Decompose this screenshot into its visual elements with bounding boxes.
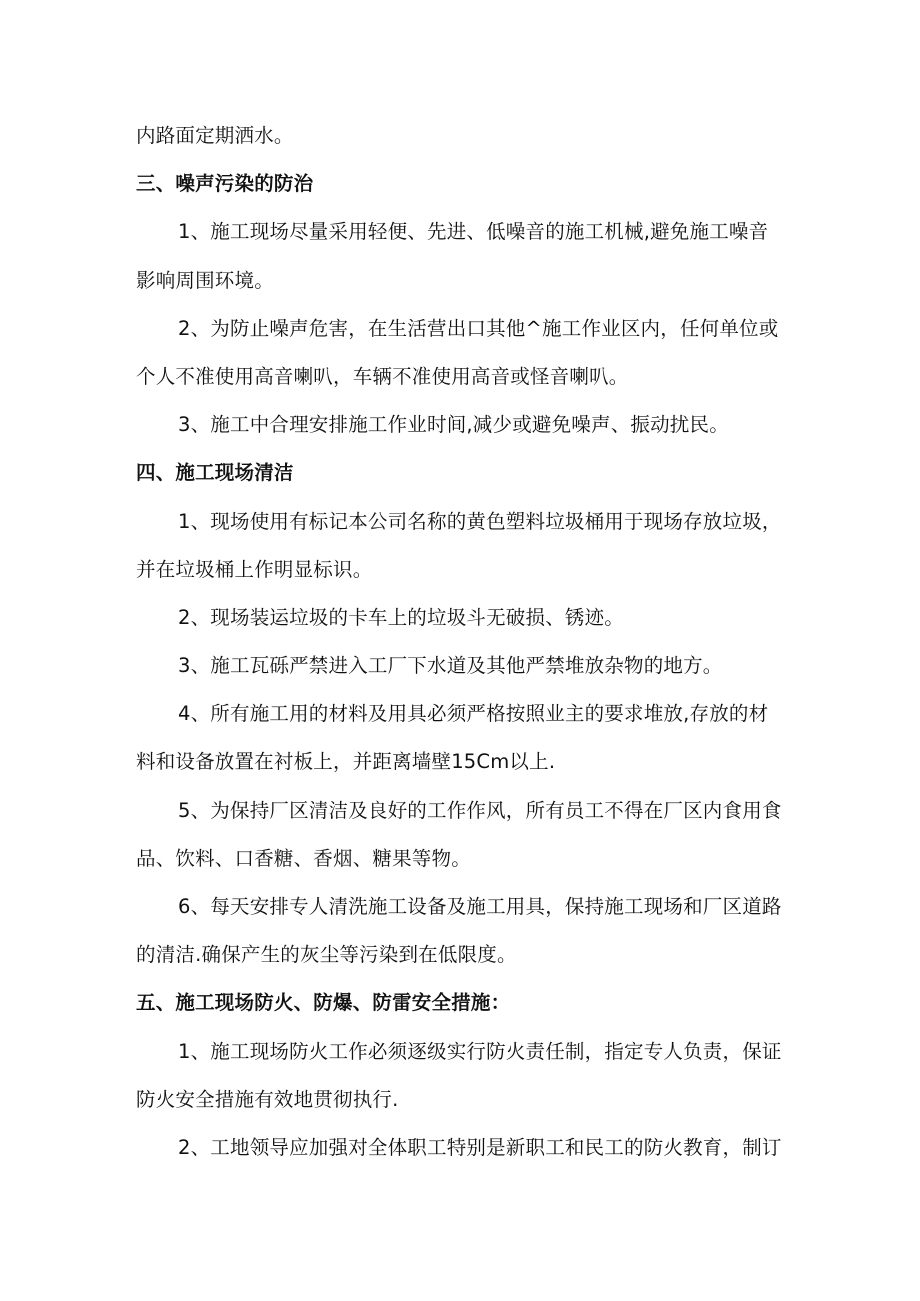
paragraph-line: 2、为防止噪声危害，在生活营出口其他^施工作业区内，任何单位或 xyxy=(178,316,779,340)
paragraph-line: 3、施工瓦砾严禁进入工厂下水道及其他严禁堆放杂物的地方。 xyxy=(178,654,723,678)
paragraph-line: 个人不准使用高音喇叭，车辆不准使用高音或怪音喇叭。 xyxy=(136,364,629,388)
paragraph-line: 2、现场装运垃圾的卡车上的垃圾斗无破损、锈迹。 xyxy=(178,605,625,629)
paragraph-line: 品、饮料、口香糖、香烟、糖果等物。 xyxy=(136,846,471,870)
paragraph-line: 6、每天安排专人清洗施工设备及施工用具，保持施工现场和厂区道路 xyxy=(178,895,782,918)
paragraph-line: 3、施工中合理安排施工作业时间,减少或避免噪声、振动扰民。 xyxy=(178,413,729,437)
paragraph-line: 的清洁.确保产生的灰尘等污染到在低限度。 xyxy=(136,943,517,967)
paragraph-line: 内路面定期洒水。 xyxy=(136,124,294,147)
paragraph-line: 1、现场使用有标记本公司名称的黄色塑料垃圾桶用于现场存放垃圾， xyxy=(178,509,782,533)
paragraph-line: 1、施工现场尽量采用轻便、先进、低噪音的施工机械,避免施工噪音 xyxy=(178,220,769,244)
paragraph-line: 5、为保持厂区清洁及良好的工作作风，所有员工不得在厂区内食用食 xyxy=(178,798,782,822)
paragraph-line: 1、施工现场防火工作必须逐级实行防火责任制，指定专人负责，保证 xyxy=(178,1039,782,1063)
paragraph-line: 2、工地领导应加强对全体职工特别是新职工和民工的防火教育，制订 xyxy=(178,1135,782,1159)
section-heading: 四、施工现场清洁 xyxy=(136,461,294,485)
section-heading: 五、施工现场防火、防爆、防雷安全措施： xyxy=(136,991,511,1015)
paragraph-line: 防火安全措施有效地贯彻执行. xyxy=(136,1087,399,1111)
paragraph-line: 并在垃圾桶上作明显标识。 xyxy=(136,557,373,581)
paragraph-line: 料和设备放置在衬板上，并距离墙壁15Cm以上. xyxy=(136,750,556,774)
paragraph-line: 4、所有施工用的材料及用具必须严格按照业主的要求堆放,存放的材 xyxy=(178,702,769,726)
paragraph-line: 影响周围环境。 xyxy=(136,268,274,292)
section-heading: 三、噪声污染的防治 xyxy=(136,172,314,196)
document-body xyxy=(136,112,796,1172)
